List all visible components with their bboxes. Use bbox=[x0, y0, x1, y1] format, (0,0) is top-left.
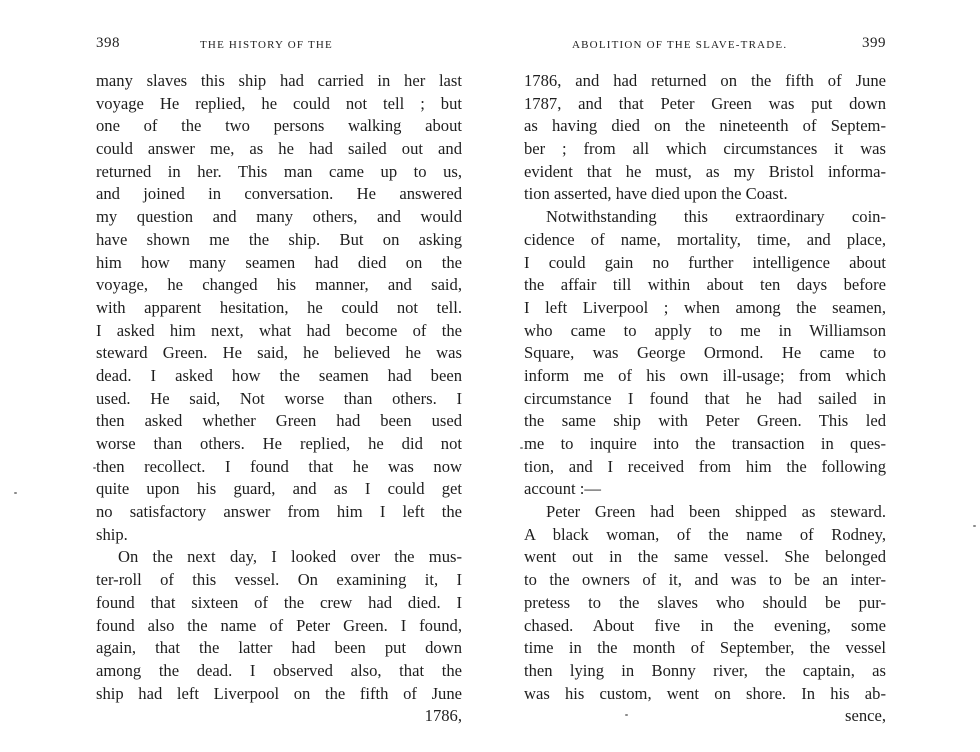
text-line: then lying in Bonny river, the captain, as bbox=[524, 660, 886, 680]
text-line: 1787, and that Peter Green was put down bbox=[524, 93, 886, 113]
left-running-head: THE HISTORY OF THE bbox=[200, 39, 333, 51]
text-line: who came to apply to me in Williamson bbox=[524, 320, 886, 340]
text-line: tion asserted, have died upon the Coast. bbox=[524, 184, 788, 204]
text-line: could answer me, as he had sailed out and bbox=[96, 139, 462, 159]
scan-speck bbox=[625, 714, 628, 716]
text-line: him how many seamen had died on the bbox=[96, 252, 462, 272]
text-line: ship had left Liverpool on the fifth of June bbox=[96, 683, 462, 703]
text-line: and joined in conversation. He answered bbox=[96, 184, 462, 204]
text-line: with apparent hesitation, he could not tell. bbox=[96, 297, 462, 317]
right-page-header bbox=[524, 37, 886, 57]
left-page-header bbox=[96, 37, 462, 57]
text-line: voyage He replied, he could not tell ; but bbox=[96, 93, 462, 113]
catchword: 1786, bbox=[424, 706, 462, 726]
left-page-text bbox=[96, 70, 462, 728]
text-line: 1786, and had returned on the fifth of June bbox=[524, 71, 886, 90]
text-line: to the owners of it, and was to be an inter- bbox=[524, 570, 886, 590]
text-line: Notwithstanding this extraordinary coin- bbox=[546, 207, 886, 227]
text-line: many slaves this ship had carried in her last bbox=[96, 71, 462, 90]
text-line: I left Liverpool ; when among the seamen, bbox=[524, 297, 886, 317]
text-line: ber ; from all which circumstances it was bbox=[524, 139, 886, 159]
text-line: no satisfactory answer from him I left the bbox=[96, 502, 462, 522]
text-line: A black woman, of the name of Rodney, bbox=[524, 524, 886, 544]
text-line: me to inquire into the transaction in ques- bbox=[524, 434, 886, 453]
text-line: used. He said, Not worse than others. I bbox=[96, 388, 462, 408]
text-line: my question and many others, and would bbox=[96, 207, 462, 227]
text-line: I could gain no further intelligence about bbox=[524, 252, 886, 272]
text-line: chased. About five in the evening, some bbox=[524, 615, 886, 635]
text-line: worse than others. He replied, he did not bbox=[96, 434, 462, 453]
text-line: the affair till within about ten days before bbox=[524, 275, 886, 295]
text-line: returned in her. This man came up to us, bbox=[96, 161, 462, 181]
text-line: ship. bbox=[96, 524, 128, 544]
text-line: ter-roll of this vessel. On examining it, I bbox=[96, 570, 462, 590]
text-line: time in the month of September, the vessel bbox=[524, 638, 886, 658]
text-line: steward Green. He said, he believed he was bbox=[96, 343, 462, 363]
text-line: On the next day, I looked over the mus- bbox=[118, 547, 462, 567]
text-line: circumstance I found that he had sailed in bbox=[524, 388, 886, 408]
text-line: Square, was George Ormond. He came to bbox=[524, 343, 886, 363]
scan-speck bbox=[973, 525, 976, 527]
text-line: account :— bbox=[524, 479, 601, 499]
text-line: cidence of name, mortality, time, and place, bbox=[524, 229, 886, 249]
text-line: found also the name of Peter Green. I found, bbox=[96, 615, 462, 635]
scan-speck bbox=[93, 467, 96, 469]
text-line: Peter Green had been shipped as steward. bbox=[546, 502, 886, 522]
text-line: again, that the latter had been put down bbox=[96, 638, 462, 658]
text-line: evident that he must, as my Bristol informa- bbox=[524, 161, 886, 181]
text-line: pretess to the slaves who should be pur- bbox=[524, 592, 886, 612]
left-page bbox=[96, 0, 462, 752]
text-line: among the dead. I observed also, that the bbox=[96, 660, 462, 680]
text-line: then recollect. I found that he was now bbox=[96, 456, 462, 476]
right-page-text bbox=[524, 70, 886, 728]
text-line: one of the two persons walking about bbox=[96, 116, 462, 136]
text-line: I asked him next, what had become of the bbox=[96, 320, 462, 340]
text-line: inform me of his own ill-usage; from which bbox=[524, 365, 886, 385]
text-line: the same ship with Peter Green. This led bbox=[524, 411, 886, 431]
text-line: voyage, he changed his manner, and said, bbox=[96, 275, 462, 295]
text-line: have shown me the ship. But on asking bbox=[96, 229, 462, 249]
text-line: as having died on the nineteenth of Septem- bbox=[524, 116, 886, 136]
text-line: found that sixteen of the crew had died. I bbox=[96, 592, 462, 612]
text-line: went out in the same vessel. She belonged bbox=[524, 547, 886, 567]
text-line: then asked whether Green had been used bbox=[96, 411, 462, 431]
right-page bbox=[524, 0, 886, 752]
text-line: tion, and I received from him the following bbox=[524, 456, 886, 476]
catchword: sence, bbox=[845, 706, 886, 726]
text-line: was his custom, went on shore. In his ab- bbox=[524, 683, 886, 703]
left-page-number: 398 bbox=[96, 35, 120, 51]
text-line: dead. I asked how the seamen had been bbox=[96, 365, 462, 385]
scan-speck bbox=[14, 492, 17, 494]
text-line: quite upon his guard, and as I could get bbox=[96, 479, 462, 499]
right-running-head: ABOLITION OF THE SLAVE-TRADE. bbox=[572, 39, 788, 51]
scan-speck bbox=[520, 447, 523, 449]
right-page-number: 399 bbox=[862, 35, 886, 51]
